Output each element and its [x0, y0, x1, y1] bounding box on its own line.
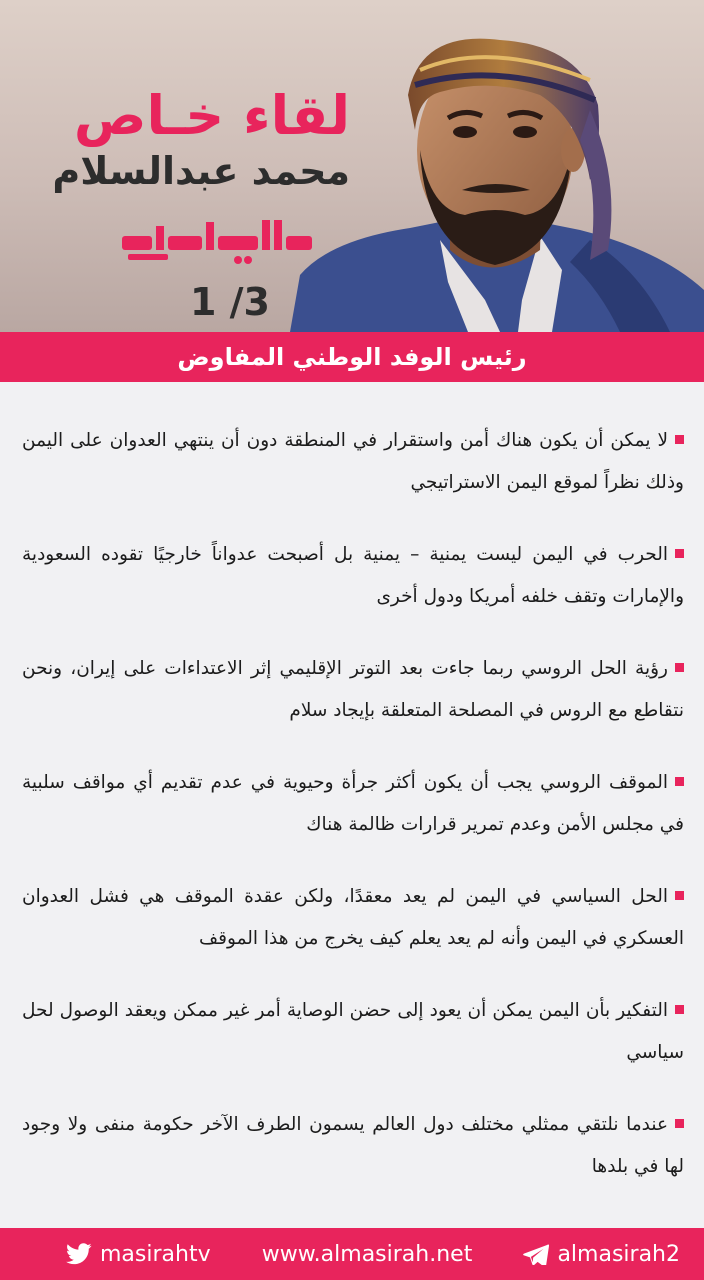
telegram-handle[interactable] [523, 1242, 680, 1267]
bullet-square-icon [675, 777, 684, 786]
list-item [22, 534, 684, 648]
header-banner [0, 0, 704, 332]
statement-text: الحرب في اليمن ليست يمنية – يمنية بل أصبحت عدواناً خارجيًا تقوده السعودية والإمارات وتقف خلفه أمريكا ودول أخرى [22, 544, 684, 607]
list-item [22, 876, 684, 990]
guest-name: محمد عبدالسلام [52, 149, 350, 193]
part-number: 1 /3 [190, 280, 270, 324]
list-item [22, 762, 684, 876]
telegram-icon [523, 1243, 549, 1265]
list-item [22, 648, 684, 762]
role-title-bar: رئيس الوفد الوطني المفاوض [0, 332, 704, 382]
telegram-handle-text: almasirah2 [557, 1241, 680, 1267]
list-item [22, 1104, 684, 1218]
footer-bar [0, 1228, 704, 1280]
website-link[interactable] [262, 1242, 473, 1267]
bullet-square-icon [675, 1119, 684, 1128]
bullet-square-icon [675, 435, 684, 444]
statement-text: رؤية الحل الروسي ربما جاءت بعد التوتر الإقليمي إثر الاعتداءات على إيران، ونحن نتقاطع مع الروس في المصلحة المتعلقة بإيجاد سلام [22, 658, 684, 721]
statement-text: التفكير بأن اليمن يمكن أن يعود إلى حضن الوصاية أمر غير ممكن ويعقد الوصول لحل سياسي [22, 1000, 684, 1063]
statement-text: لا يمكن أن يكون هناك أمن واستقرار في المنطقة دون أن ينتهي العدوان على اليمن وذلك نظراً لموقع اليمن الاستراتيجي [22, 430, 684, 493]
statements-list [22, 420, 684, 1218]
bullet-square-icon [675, 1005, 684, 1014]
statement-text: الحل السياسي في اليمن لم يعد معقدًا، ولكن عقدة الموقف هي فشل العدوان العسكري في اليمن وأنه لم يعد يعلم كيف يخرج من هذا الموقف [22, 886, 684, 949]
statements-panel [0, 382, 704, 1228]
bullet-square-icon [675, 891, 684, 900]
list-item [22, 990, 684, 1104]
statement-text: عندما نلتقي ممثلي مختلف دول العالم يسمون الطرف الآخر حكومة منفى ولا وجود لها في بلدها [22, 1114, 684, 1177]
header-text [20, 86, 350, 194]
list-item [22, 420, 684, 534]
twitter-handle[interactable] [66, 1242, 211, 1267]
bullet-square-icon [675, 549, 684, 558]
twitter-icon [66, 1243, 92, 1265]
statement-text: الموقف الروسي يجب أن يكون أكثر جرأة وحيوية في عدم تقديم أي مواقف سلبية في مجلس الأمن وعدم تمرير قرارات ظالمة هناك [22, 772, 684, 835]
almasirah-logo [118, 218, 318, 268]
bullet-square-icon [675, 663, 684, 672]
special-interview-title: لقاء خـاص [73, 84, 350, 147]
twitter-handle-text: masirahtv [100, 1241, 211, 1267]
website-text: www.almasirah.net [261, 1241, 473, 1267]
guest-portrait [290, 0, 704, 332]
